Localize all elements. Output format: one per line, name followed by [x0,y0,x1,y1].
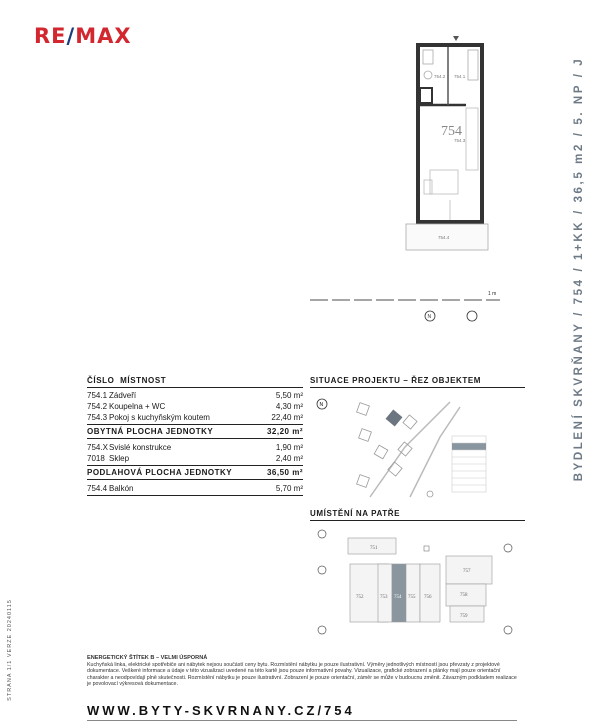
table-row [87,413,303,424]
room-code: 754.4 [87,484,108,493]
divider [87,495,303,496]
building [403,415,417,429]
room-area: 5,70 m² [275,484,303,493]
building [357,403,370,416]
room-label-754-4: 754.4 [438,235,450,240]
room-label-754-1: 754.1 [454,74,466,79]
building [359,429,372,442]
room-code: 754.3 [87,413,108,422]
unit-label: 755 [408,595,416,600]
room-name: Zádveří [109,391,137,400]
room-code: 754.X [87,443,108,452]
section-cut [452,436,486,492]
room-code: 754.2 [87,402,108,411]
side-title-text: BYDLENÍ SKVRŇANY / 754 / 1+KK / 36,5 m2 / 5. NP / J [573,56,585,482]
room-code: 7018 [87,454,105,463]
room-area: 22,40 m² [271,413,303,422]
room-name: Koupelna + WC [109,402,166,411]
unit-label: 757 [463,569,471,574]
tree-icon [427,491,433,497]
living-area-row [87,427,303,436]
table-row [87,391,303,402]
room-area: 1,90 m² [275,443,303,452]
room-label-754-3: 754.3 [454,138,466,143]
kitchen-counter [466,108,478,170]
room-name: Svislé konstrukce [109,443,172,452]
room-name: Pokoj s kuchyňským koutem [109,413,210,422]
north-letter: N [427,314,432,320]
logo-part1: RE [34,24,67,48]
side-title [569,14,589,524]
living-area-label: OBYTNÁ PLOCHA JEDNOTKY [87,427,214,436]
table-row [87,454,303,465]
unit-755 [406,564,420,622]
scale-label: 1 m [488,291,497,297]
corner-marker [318,566,326,574]
wardrobe [468,50,478,80]
unit-753 [378,564,392,622]
compass-icon [467,311,477,321]
unit-label: 751 [370,546,378,551]
divider [87,424,303,425]
sofa [430,170,458,194]
room-name: Sklep [109,454,130,463]
logo-part2: MAX [75,24,132,48]
corner-marker [318,626,326,634]
divider [310,520,525,521]
energy-note [87,655,517,688]
north-letter: N [319,402,324,408]
divider [87,465,303,466]
floor-area-row [87,468,303,477]
unit-label: 759 [460,614,468,619]
remax-logo [34,24,132,48]
room-table [87,376,303,496]
unit-label: 753 [380,595,388,600]
header-code: ČÍSLO [87,376,115,385]
header-room: MÍSTNOST [120,376,167,385]
version-label [4,600,16,700]
version-text: STRANA 1/1 VERZE 20240115 [7,599,13,701]
logo-slash: / [66,24,76,48]
unit-label: 752 [356,595,364,600]
unit-label: 756 [424,595,432,600]
footer-rule [87,720,517,721]
room-area: 5,50 m² [275,391,303,400]
table-row [87,443,303,454]
corner-marker [504,626,512,634]
situation-title: SITUACE PROJEKTU – ŘEZ OBJEKTEM [310,376,482,385]
corner-marker [318,530,326,538]
building [374,445,388,459]
building-highlight [386,410,403,427]
room-code: 754.1 [87,391,108,400]
room-area: 4,30 m² [275,402,303,411]
living-area-value: 32,20 m² [266,427,303,436]
floor-location-title: UMÍSTĚNÍ NA PATŘE [310,509,401,518]
unit-number: 754 [441,124,462,139]
website-link[interactable]: WWW.BYTY-SKVRNANY.CZ/754 [87,703,355,718]
armchair [424,180,432,194]
unit-label: 754 [394,595,402,600]
table-header [87,376,166,385]
situation-map [310,392,525,502]
room-label-754-2: 754.2 [434,74,446,79]
energy-text: Kuchyňská linka, elektrické spotřebiče ani nábytek nejsou součástí ceny bytu. Rozmístění nábytku je pouze ilustrativní. Výměry jednotlivých místností jsou převzaty z projektové dokumentace. Veškeré informace a údaje v této vizualizaci uvedené na této kartě jsou pouze informativní povahy. Vizualizace, grafické zobrazení a plánky mají pouze orientační charakter a neodpovídají plně skutečnosti. Rozmístění nábytku je pouze ilustrativní. Zobrazení je pouze orientační, záměr se může v budoucnu změnit. Závazným podkladem realizace je povolovací výkresová dokumentace. [87,661,517,688]
divider [87,438,303,439]
road [410,407,460,497]
plan-shaft [420,88,432,103]
energy-label: ENERGETICKÝ ŠTÍTEK B – VELMI ÚSPORNÁ [87,655,208,661]
floor-location-map [310,524,525,642]
divider [87,479,303,480]
floor-plan [300,30,520,330]
building [357,475,370,488]
elevator-icon [424,546,429,551]
corner-marker [504,544,512,552]
floor-area-label: PODLAHOVÁ PLOCHA JEDNOTKY [87,468,233,477]
unit-756 [420,564,440,622]
divider [310,387,525,388]
unit-label: 758 [460,593,468,598]
table-row [87,484,303,495]
entrance-arrow [453,36,459,41]
room-area: 2,40 m² [275,454,303,463]
floor-area-value: 36,50 m² [266,468,303,477]
road [370,402,450,497]
unit-754 [392,564,406,622]
toilet-icon [424,71,432,79]
table-row [87,402,303,413]
bath-fixture [423,50,433,64]
divider [87,387,303,388]
room-name: Balkón [109,484,134,493]
